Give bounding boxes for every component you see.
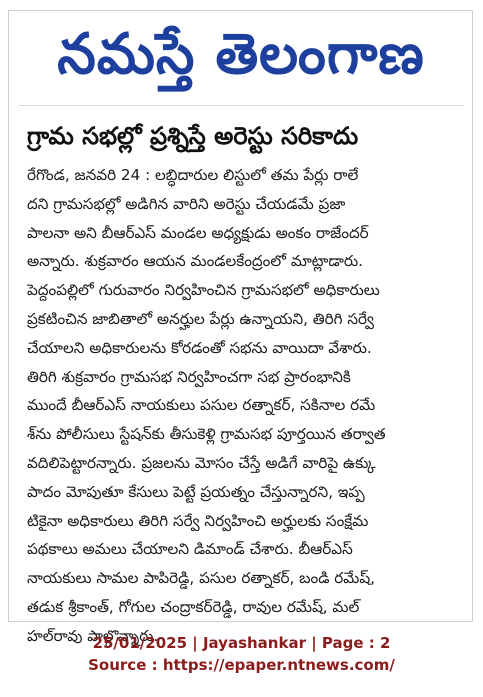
footer [0, 632, 483, 676]
body-line: పాలనా అని బీఆర్ఎస్ మండల అధ్యక్షుడు అంకం రాజేందర్ [27, 223, 369, 242]
footer-source: Source : https://epaper.ntnews.com/ [88, 656, 395, 674]
body-line: అన్నారు. శుక్రవారం ఆయన మండలకేంద్రంలో మాట్లాడారు. [27, 252, 363, 271]
body-line: తిరిగి శుక్రవారం గ్రామసభ నిర్వహించగా సభ ప్రారంభానికి [27, 367, 351, 386]
body-line: ప్రకటించిన జాబితాలో అనర్హుల పేర్లు ఉన్నాయని, తిరిగి సర్వే [27, 309, 374, 328]
body-line: హల్‌రావు పాల్గొన్నారు. [27, 626, 159, 645]
masthead-divider [19, 105, 464, 106]
body-line: చేయాలని అధికారులను కోరడంతో సభను వాయిదా వేశారు. [27, 338, 372, 357]
masthead-logo: నమస్తే తెలంగాణ [57, 22, 425, 87]
body-line: వదిలిపెట్టారన్నారు. ప్రజలను మోసం చేస్తే అడిగే వారిపై ఉక్కు [27, 453, 376, 472]
body-line: నాయకులు సామల పాపిరెడ్డి, పసుల రత్నాకర్, బండి రమేష్, [27, 569, 376, 588]
body-line: పథకాలు అమలు చేయాలని డిమాండ్ చేశారు. బీఆర్ఎస్ [27, 540, 353, 559]
body-line: తడుక శ్రీకాంత్, గోగుల చంద్రాకర్‌రెడ్డి, రావుల రమేష్, మల్ [27, 597, 360, 616]
body-line: పాదం మోపుతూ కేసులు పెట్టే ప్రయత్నం చేస్తున్నారని, ఇప్ప [27, 482, 365, 501]
article-body [27, 161, 463, 651]
body-line: రేగొండ, జనవరి 24 : లబ్ధిదారుల లిస్టులో తమ పేర్లు రాలే [27, 166, 359, 184]
footer-date-edition: 25/01/2025 | Jayashankar | Page : 2 [92, 634, 391, 652]
body-line: శ్‌ను పోలీసులు స్టేషన్‌కు తీసుకెళ్లి గ్రామసభ పూర్తయిన తర్వాత [27, 425, 386, 444]
article-headline: గ్రామ సభల్లో ప్రశ్నిస్తే అరెస్టు సరికాదు [27, 122, 359, 150]
body-line: టికైనా అధికారులు తిరిగి సర్వే నిర్వహించి అర్హులకు సంక్షేమ [27, 511, 369, 530]
body-line: ముందే బీఆర్ఎస్ నాయకులు పసుల రత్నాకర్, సకినాల రమే [27, 396, 376, 415]
body-line: దని గ్రామసభల్లో అడిగిన వారిని అరెస్టు చేయడమే ప్రజా [27, 194, 346, 213]
body-line: పెద్దంపల్లిలో గురువారం నిర్వహించిన గ్రామసభలో అధికారులు [27, 281, 380, 300]
